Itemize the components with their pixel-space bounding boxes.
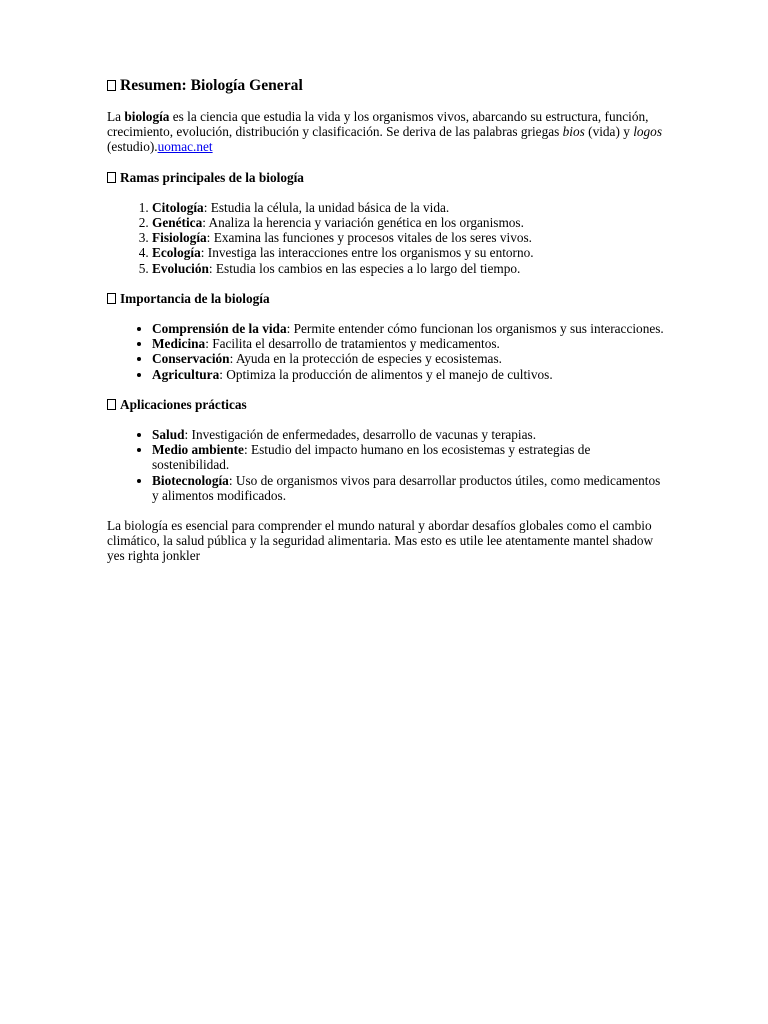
item-term: Comprensión de la vida: [152, 321, 287, 337]
item-desc: : Uso de organismos vivos para desarrollar productos útiles, como medicamentos y alimentos modificados.: [152, 472, 661, 503]
intro-paragraph: [107, 109, 667, 155]
intro-italic-term: bios: [562, 124, 585, 140]
item-term: Citología: [152, 199, 204, 215]
title-text: Resumen: Biología General: [120, 77, 303, 94]
item-term: Medicina: [152, 336, 206, 352]
list-item: [152, 230, 667, 245]
list-item: [152, 442, 667, 472]
list-item: [152, 200, 667, 215]
importancia-list: [107, 321, 667, 382]
page-title: [107, 77, 667, 95]
list-item: [152, 336, 667, 351]
item-term: Conservación: [152, 351, 230, 367]
list-item: [152, 427, 667, 442]
list-item: [152, 321, 667, 336]
intro-italic-term: logos: [633, 124, 663, 140]
list-item: [152, 215, 667, 230]
item-term: Fisiología: [152, 230, 207, 246]
item-term: Genética: [152, 215, 203, 231]
item-term: Salud: [152, 427, 185, 443]
intro-text: es la ciencia que estudia la vida y los organismos vivos, abarcando su estructura, función, crecimiento, evolución, distribución y clasificación. Se deriva de las palabras griegas: [107, 109, 649, 140]
document-body: [107, 77, 667, 564]
item-desc: : Estudia los cambios en las especies a lo largo del tiempo.: [208, 260, 521, 276]
closing-paragraph: La biología es esencial para comprender el mundo natural y abordar desafíos globales como el cambio climático, la salud pública y la seguridad alimentaria. Mas esto es utile lee atentamente mantel shadow yes righta jonkler: [107, 518, 654, 564]
section-heading-text: Aplicaciones prácticas: [120, 396, 247, 412]
item-desc: : Permite entender cómo funcionan los organismos y sus interacciones.: [286, 321, 664, 337]
item-term: Medio ambiente: [152, 442, 244, 458]
item-desc: : Facilita el desarrollo de tratamientos y medicamentos.: [205, 336, 500, 352]
missing-glyph-icon: [107, 399, 116, 410]
list-item: [152, 245, 667, 260]
section-heading-text: Ramas principales de la biología: [120, 169, 304, 185]
item-desc: : Analiza la herencia y variación genética en los organismos.: [202, 215, 524, 231]
item-term: Ecología: [152, 245, 201, 261]
intro-text: (vida) y: [584, 124, 634, 140]
list-item: [152, 367, 667, 382]
source-link[interactable]: uomac.net: [157, 139, 213, 155]
intro-text: (estudio).: [107, 139, 158, 155]
intro-bold-term: biología: [124, 109, 170, 124]
list-item: [152, 261, 667, 276]
item-term: Biotecnología: [152, 472, 229, 488]
item-desc: : Investigación de enfermedades, desarrollo de vacunas y terapias.: [184, 427, 537, 443]
item-desc: : Investiga las interacciones entre los organismos y su entorno.: [200, 245, 534, 261]
item-term: Agricultura: [152, 366, 220, 382]
ramas-list: [107, 200, 667, 276]
section-heading-ramas: [107, 170, 667, 185]
item-desc: : Optimiza la producción de alimentos y el manejo de cultivos.: [219, 366, 553, 382]
missing-glyph-icon: [107, 80, 116, 91]
intro-text: La: [107, 109, 125, 124]
list-item: [152, 351, 667, 366]
missing-glyph-icon: [107, 293, 116, 304]
item-desc: : Ayuda en la protección de especies y ecosistemas.: [229, 351, 502, 367]
list-item: [152, 473, 667, 503]
section-heading-aplicaciones: [107, 397, 667, 412]
section-heading-importancia: [107, 291, 667, 306]
item-desc: : Examina las funciones y procesos vitales de los seres vivos.: [206, 230, 533, 246]
aplicaciones-list: [107, 427, 667, 503]
section-heading-text: Importancia de la biología: [120, 290, 270, 306]
missing-glyph-icon: [107, 172, 116, 183]
item-desc: : Estudia la célula, la unidad básica de la vida.: [203, 199, 450, 215]
item-desc: : Estudio del impacto humano en los ecosistemas y estrategias de sostenibilidad.: [152, 442, 591, 473]
item-term: Evolución: [152, 260, 209, 276]
